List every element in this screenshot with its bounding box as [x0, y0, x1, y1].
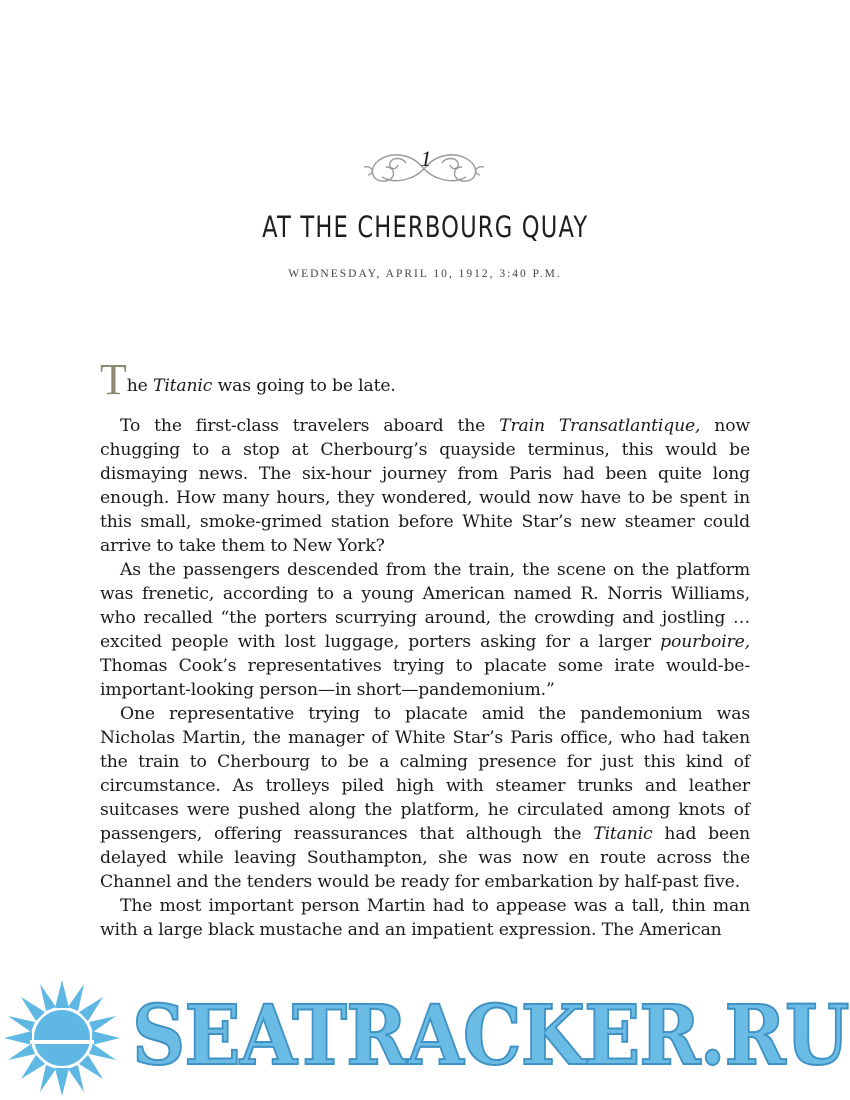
- chapter-number: 1: [420, 146, 432, 171]
- text-run: now chugging to a stop at Cherbourg’s quayside terminus, this would be dismaying news. The six-hour journey from Paris had been quite long enough. How many hours, they wondered, would now have to be spent in this small, smoke-grimed station before White Star’s new steamer could arrive to take them to New York?: [100, 416, 750, 556]
- text-run: To the first-class travelers aboard the: [120, 416, 500, 436]
- chapter-body: [100, 355, 750, 942]
- paragraph: [100, 894, 750, 942]
- drop-cap: T: [100, 355, 127, 404]
- chapter-title: AT THE CHERBOURG QUAY: [262, 210, 589, 244]
- opening-paragraph: [100, 355, 750, 404]
- text-run: was going to be late.: [212, 376, 396, 396]
- text-run: Thomas Cook’s representatives trying to placate some irate would-be-important-looking person—in short—pandemonium.”: [100, 656, 750, 700]
- watermark-text: SEATRACKER.RU: [132, 988, 849, 1084]
- ship-name: Titanic: [593, 824, 653, 844]
- train-name: Train Transatlantique,: [499, 416, 701, 436]
- text-run: had been delayed while leaving Southampton, she was now en route across the Channel and the tenders would be ready for embarkation by half-past five.: [100, 824, 750, 892]
- sun-icon: [4, 980, 120, 1096]
- text-run: The most important person Martin had to appease was a tall, thin man with a large black mustache and an impatient expression. The American: [100, 896, 750, 940]
- text-run: One representative trying to placate amid the pandemonium was Nicholas Martin, the manager of White Star’s Paris office, who had taken the train to Cherbourg to be a calming presence for just this kind of circumstance. As trolleys piled high with steamer trunks and leather suitcases were pushed along the platform, he circulated among knots of passengers, offering reassurances that although the: [100, 704, 750, 844]
- italic-term: pourboire,: [660, 632, 750, 652]
- text-run: As the passengers descended from the train, the scene on the platform was frenetic, according to a young American named R. Norris Williams, who recalled “the porters scurrying around, the crowding and jostling … excited people with lost luggage, porters asking for a larger: [100, 560, 750, 652]
- paragraph: [100, 414, 750, 558]
- chapter-date: WEDNESDAY, APRIL 10, 1912, 3:40 P.M.: [288, 268, 562, 280]
- paragraph: [100, 702, 750, 894]
- text-run: he: [126, 376, 153, 396]
- ship-name: Titanic: [153, 376, 213, 396]
- paragraph: [100, 558, 750, 702]
